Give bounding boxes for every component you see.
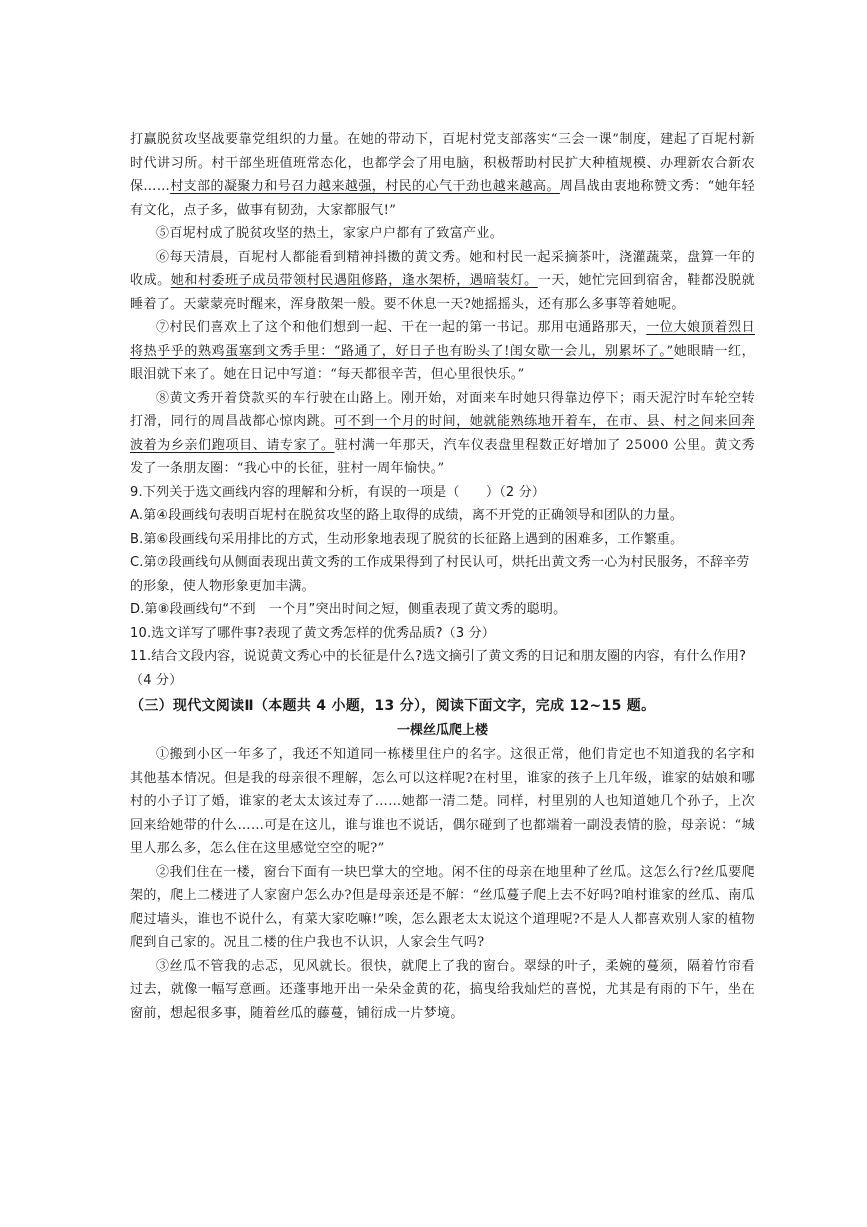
question-9-option-b: B.第⑥段画线句采用排比的方式，生动形象地表现了脱贫的长征路上遇到的困难多，工作繁重。 bbox=[130, 531, 684, 547]
passage-paragraph-7 bbox=[130, 316, 755, 387]
underlined-sentence-p8: 可不到一个月的时间，她就能熟练地开着车，在市、县、村之间来回奔波着为乡亲们跑项目、请专家了。 bbox=[130, 414, 755, 453]
question-9: 9.下列关于选文画线内容的理解和分析，有误的一项是（ ）（2 分） bbox=[130, 484, 546, 500]
text-run: 驻村满一年那天，汽车仪表盘里程数正好增加了 25000 公里。黄文秀发了一条朋友圈：“我心中的长征，驻村一周年愉快。” bbox=[130, 437, 755, 476]
text-run: 周昌战由衷地称赞文秀：“她年轻有文化，点子多，做事有韧劲，大家都服气!” bbox=[130, 179, 755, 218]
underlined-sentence-p7: 一位大娘顶着烈日将热乎乎的熟鸡蛋塞到文秀手里：“路通了，好日子也有盼头了!闺女歇一会儿，别累坏了。” bbox=[130, 320, 755, 359]
passage-paragraph-4-end bbox=[130, 128, 755, 222]
article-paragraph-3: ③丝瓜不管我的忐忑，见风就长。很快，就爬上了我的窗台。翠绿的叶子，柔婉的蔓须，隔着竹帘看过去，就像一幅写意画。还蓬事地开出一朵朵金黄的花，搞曳给我灿烂的喜悦，尤其是有雨的下午，坐在窗前，想起很多事，随着丝瓜的藤蔓，铺衍成一片梦境。 bbox=[130, 958, 755, 1021]
page-content bbox=[130, 128, 755, 1025]
text-run: ⑥每天清晨，百坭村人都能看到精神抖擞的黄文秀。她和村民一起采摘茶叶，浇灌蔬菜，盘算一年的收成。 bbox=[130, 249, 755, 288]
question-10: 10.选文详写了哪件事?表现了黄文秀怎样的优秀品质?（3 分） bbox=[130, 625, 496, 641]
underlined-sentence-p4: 村支部的凝聚力和号召力越来越强，村民的心气干劲也越来越高。 bbox=[170, 179, 560, 194]
question-9-option-d: D.第⑧段画线句“不到 一个月”突出时间之短，侧重表现了黄文秀的聪明。 bbox=[130, 602, 567, 617]
article-paragraph-1: ①搬到小区一年多了，我还不知道同一栋楼里住户的名字。这很正常，他们肯定也不知道我的名字和其他基本情况。但是我的母亲很不理解，怎么可以这样呢?在村里，谁家的孩子上几年级，谁家的姑娘和哪村的小子订了婚，谁家的老太太该过寿了……她都一清二楚。同样，村里别的人也知道她几个孙子，上次回来给她带的什么……可是在这儿，谁与谁也不说话，偶尔碰到了也都端着一副没表情的脸，母亲说：“城里人那么多，怎么住在这里感觉空空的呢?” bbox=[130, 747, 755, 856]
passage-paragraph-8 bbox=[130, 387, 755, 481]
passage-paragraph-6 bbox=[130, 246, 755, 317]
underlined-sentence-p6: 她和村委班子成员带领村民遇阻修路，逢水架桥，遇暗装灯。 bbox=[170, 273, 538, 288]
article-paragraph-2: ②我们住在一楼，窗台下面有一块巴掌大的空地。闲不住的母亲在地里种了丝瓜。这怎么行?丝瓜要爬架的，爬上二楼进了人家窗户怎么办?但是母亲还是不解：“丝瓜蔓子爬上去不好吗?咱村谁家的丝瓜、南瓜爬过墙头，谁也不说什么，有菜大家吃嘛!”唉，怎么跟老太太说这个道理呢?不是人人都喜欢别人家的植物爬到自己家的。况且二楼的住户我也不认识，人家会生气吗? bbox=[130, 864, 755, 950]
article-title: 一棵丝瓜爬上楼 bbox=[396, 723, 488, 738]
text-run: 一天，她忙完回到宿舍，鞋都没脱就睡着了。天蒙蒙亮时醒来，浑身散架一般。要不休息一天?她摇摇头，还有那么多事等着她呢。 bbox=[130, 273, 755, 312]
text-run: 打赢脱贫攻坚战要靠党组织的力量。在她的带动下，百坭村党支部落实“三会一课”制度，建起了百坭村新时代讲习所。村干部坐班值班常态化，也都学会了用电脑，积极帮助村民扩大种植规模、办理新农合新农保…… bbox=[130, 132, 755, 194]
passage-paragraph-5: ⑤百坭村成了脱贫攻坚的热土，家家户户都有了致富产业。 bbox=[156, 226, 504, 241]
text-run: 她眼睛一红，眼泪就下来了。她在日记中写道：“每天都很辛苦，但心里很快乐。” bbox=[130, 343, 755, 382]
question-11: 11.结合文段内容，说说黄文秀心中的长征是什么?选文摘引了黄文秀的日记和朋友圈的内容，有什么作用?（4 分） bbox=[130, 649, 747, 688]
question-9-option-c: C.第⑦段画线句从侧面表现出黄文秀的工作成果得到了村民认可，烘托出黄文秀一心为村民服务，不辞辛劳的形象，使人物形象更加丰满。 bbox=[130, 555, 750, 594]
text-run: ⑧黄文秀开着贷款买的车行驶在山路上。刚开始，对面来车时她只得靠边停下；雨天泥泞时车轮空转打滑，同行的周昌战都心惊肉跳。 bbox=[130, 390, 755, 429]
question-9-option-a: A.第④段画线句表明百坭村在脱贫攻坚的路上取得的成绩，离不开党的正确领导和团队的力量。 bbox=[130, 508, 684, 523]
text-run: ⑦村民们喜欢上了这个和他们想到一起、干在一起的第一书记。那用屯通路那天， bbox=[156, 320, 647, 335]
section-heading: （三）现代文阅读Ⅱ（本题共 4 小题，13 分），阅读下面文字，完成 12~15 题。 bbox=[130, 698, 656, 714]
